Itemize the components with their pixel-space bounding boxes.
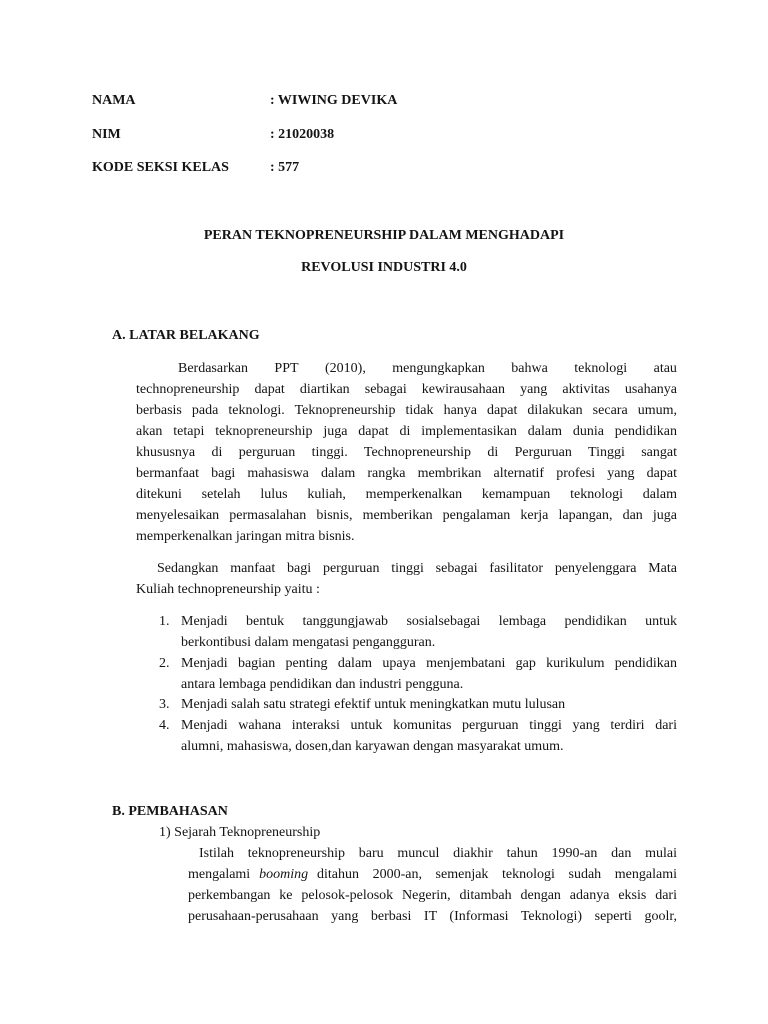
word: atau xyxy=(653,361,677,376)
paragraph-line: perkembangan ke pelosok-pelosok Negerin, ditambah dengan adanya eksis dari xyxy=(188,888,677,903)
document-title-line2: REVOLUSI INDUSTRI 4.0 xyxy=(301,260,467,275)
list-number: 4. xyxy=(159,718,170,733)
list-text: Menjadi bagian penting dalam upaya menjembatani gap kurikulum pendidikan xyxy=(181,656,677,671)
list-text: antara lembaga pendidikan dan industri pengguna. xyxy=(181,677,464,692)
list-text: Menjadi salah satu strategi efektif untuk meningkatkan mutu lulusan xyxy=(181,697,566,712)
word: bahwa xyxy=(511,361,548,376)
paragraph-line: ditekuni setelah lulus kuliah, memperkenalkan kemampuan teknologi dalam xyxy=(136,487,677,502)
word: mengungkapkan xyxy=(392,361,485,376)
label-kode-seksi: KODE SEKSI KELAS xyxy=(92,160,229,175)
section-a-heading: A. LATAR BELAKANG xyxy=(112,328,260,343)
word-group: ditahun 2000-an, semenjak teknologi sudah mengalami xyxy=(316,867,677,882)
word: Berdasarkan xyxy=(178,361,248,376)
list-text: Menjadi wahana interaksi untuk komunitas perguruan tinggi yang terdiri dari xyxy=(181,718,677,733)
word: (2010), xyxy=(325,361,366,376)
paragraph-line: khususnya di perguruan tinggi. Technopreneurship di Perguruan Tinggi sangat xyxy=(136,445,677,460)
emphasis-word: booming xyxy=(259,867,309,882)
word: mengalami xyxy=(188,867,251,882)
paragraph-1-first-line xyxy=(178,361,677,377)
list-text: berkontibusi dalam mengatasi pengangguran. xyxy=(181,635,436,650)
paragraph-line: Sedangkan manfaat bagi perguruan tinggi sebagai fasilitator penyelenggara Mata xyxy=(157,561,677,576)
section-b-heading: B. PEMBAHASAN xyxy=(112,804,228,819)
word: teknologi xyxy=(574,361,628,376)
paragraph-line: menyelesaikan permasalahan bisnis, memberikan pengalaman kerja lapangan, dan juga xyxy=(136,508,677,523)
value-nim: : 21020038 xyxy=(270,127,335,142)
list-text: Menjadi bentuk tanggungjawab sosialsebagai lembaga pendidikan untuk xyxy=(181,614,677,629)
paragraph-line: akan tetapi teknopreneurship juga dapat di implementasikan dalam dunia pendidikan xyxy=(136,424,677,439)
value-nama: : WIWING DEVIKA xyxy=(270,93,398,108)
value-kode-seksi: : 577 xyxy=(270,160,300,175)
paragraph-line: perusahaan-perusahaan yang berbasi IT (Informasi Teknologi) seperti goolr, xyxy=(188,909,677,924)
paragraph-line: Istilah teknopreneurship baru muncul diakhir tahun 1990-an dan mulai xyxy=(199,846,677,861)
paragraph-line: berbasis pada teknologi. Teknopreneurship tidak hanya dapat dilakukan secara umum, xyxy=(136,403,677,418)
paragraph-line: Kuliah technopreneurship yaitu : xyxy=(136,582,320,597)
paragraph-line: technopreneurship dapat diartikan sebagai kewirausahaan yang aktivitas usahanya xyxy=(136,382,677,397)
subsection-title: 1) Sejarah Teknopreneurship xyxy=(159,825,321,840)
paragraph-line: memperkenalkan jaringan mitra bisnis. xyxy=(136,529,355,544)
paragraph-line xyxy=(188,867,677,883)
paragraph-line: bermanfaat bagi mahasiswa dalam rangka membrikan alternatif profesi yang dapat xyxy=(136,466,677,481)
word: PPT xyxy=(274,361,299,376)
label-nim: NIM xyxy=(92,127,121,142)
document-title-line1: PERAN TEKNOPRENEURSHIP DALAM MENGHADAPI xyxy=(203,228,565,243)
list-text: alumni, mahasiswa, dosen,dan karyawan dengan masyarakat umum. xyxy=(181,739,564,754)
label-nama: NAMA xyxy=(92,93,136,108)
list-number: 2. xyxy=(159,656,170,671)
list-number: 1. xyxy=(159,614,170,629)
list-number: 3. xyxy=(159,697,170,712)
